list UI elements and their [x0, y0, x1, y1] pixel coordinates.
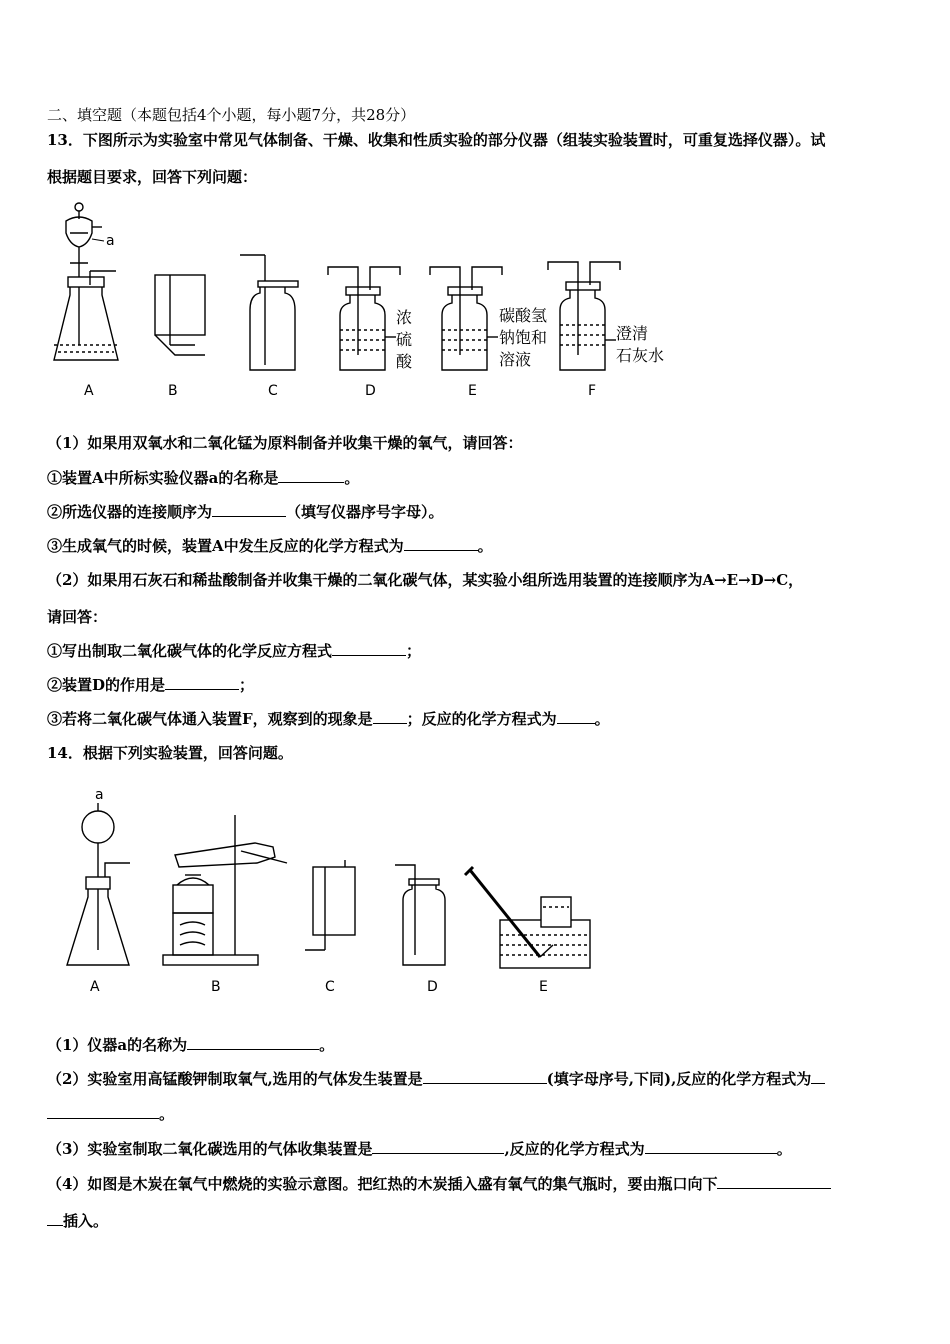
q14-apparatus-c	[305, 860, 355, 950]
answer-blank[interactable]	[811, 1069, 825, 1084]
q13-part1-1: ①装置A中所标实验仪器a的名称是 。	[47, 469, 360, 487]
q14-apparatus-e	[465, 867, 590, 968]
q14-label-a: A	[90, 979, 100, 995]
q14-apparatus-b	[163, 815, 287, 965]
q13-apparatus-a	[54, 203, 118, 360]
q13-label-c: C	[268, 383, 278, 399]
q13-part1: （1）如果用双氧水和二氧化锰为原料制备并收集干燥的氧气，请回答：	[47, 434, 523, 452]
q14-pointer-a: a	[95, 787, 104, 803]
q14-part1: （1）仪器a的名称为 。	[47, 1036, 335, 1054]
q13-part1-2: ②所选仪器的连接顺序为 （填写仪器序号字母）。	[47, 503, 444, 521]
q13-part2-1: ①写出制取二氧化碳气体的化学反应方程式 ；	[47, 642, 422, 660]
q14-part3: （3）实验室制取二氧化碳选用的气体收集装置是 ,反应的化学方程式为 。	[47, 1140, 792, 1158]
q14-apparatus-figure	[55, 785, 615, 1000]
q14-part4: （4）如图是木炭在氧气中燃烧的实验示意图。把红热的木炭插入盛有氧气的集气瓶时，要由瓶口向下	[47, 1173, 831, 1194]
answer-blank[interactable]	[47, 1211, 63, 1226]
q13-part1-3: ③生成氧气的时候，装置A中发生反应的化学方程式为 。	[47, 537, 493, 555]
answer-blank[interactable]	[165, 675, 239, 690]
q13-part2-3: ③若将二氧化碳气体通入装置F，观察到的现象是 ；反应的化学方程式为 。	[47, 710, 610, 728]
q13-pointer-a: a	[106, 233, 115, 249]
q14-part2: （2）实验室用高锰酸钾制取氧气,选用的气体发生装置是 (填字母序号,下同),反应的化学方程式为	[47, 1068, 825, 1089]
q14-label-d: D	[427, 979, 438, 995]
q13-label-d: D	[365, 383, 376, 399]
q13-stem-line1: 13．下图所示为实验室中常见气体制备、干燥、收集和性质实验的部分仪器（组装实验装置时，可重复选择仪器）。试	[47, 131, 826, 149]
q13-apparatus-f	[548, 262, 620, 370]
answer-blank[interactable]	[373, 709, 407, 724]
answer-blank[interactable]	[332, 641, 406, 656]
q13-liquid-e-2: 钠饱和	[499, 328, 548, 347]
q13-apparatus-e	[430, 267, 502, 370]
answer-blank[interactable]	[47, 1104, 159, 1119]
q13-label-f: F	[588, 383, 597, 399]
q14-label-e: E	[539, 979, 548, 995]
q13-label-a: A	[84, 383, 94, 399]
q13-apparatus-figure	[40, 195, 680, 405]
q13-liquid-f-2: 石灰水	[616, 346, 665, 365]
answer-blank[interactable]	[212, 502, 286, 517]
q14-apparatus-a	[67, 803, 130, 965]
q13-liquid-d-3: 酸	[396, 352, 413, 371]
q14-label-c: C	[325, 979, 335, 995]
q13-label-e: E	[468, 383, 477, 399]
answer-blank[interactable]	[423, 1069, 547, 1084]
q13-liquid-e-3: 溶液	[499, 350, 532, 369]
section-title: 二、填空题（本题包括4个小题，每小题7分，共28分）	[47, 106, 416, 124]
q13-liquid-e-1: 碳酸氢	[499, 306, 548, 325]
q14-part4-cont: 插入。	[47, 1210, 108, 1231]
q13-apparatus-c	[240, 255, 298, 370]
q13-apparatus-d	[328, 267, 400, 370]
q13-part2-cont: 请回答：	[47, 608, 108, 626]
answer-blank[interactable]	[557, 709, 595, 724]
q13-liquid-d-1: 浓	[396, 308, 413, 327]
q13-part2-2: ②装置D的作用是 ；	[47, 676, 255, 694]
answer-blank[interactable]	[372, 1139, 504, 1154]
q13-liquid-d-2: 硫	[396, 330, 413, 349]
answer-blank[interactable]	[278, 468, 344, 483]
answer-blank[interactable]	[187, 1035, 319, 1050]
answer-blank[interactable]	[404, 536, 478, 551]
q13-part2: （2）如果用石灰石和稀盐酸制备并收集干燥的二氧化碳气体，某实验小组所选用装置的连接顺序为A→E→D→C，	[47, 571, 804, 589]
answer-blank[interactable]	[717, 1174, 831, 1189]
q14-apparatus-d	[395, 865, 445, 965]
q13-stem-line2: 根据题目要求，回答下列问题：	[47, 168, 258, 186]
q13-apparatus-b	[155, 275, 205, 355]
answer-blank[interactable]	[645, 1139, 777, 1154]
q14-part2-cont: 。	[47, 1103, 174, 1124]
q14-stem: 14．根据下列实验装置，回答问题。	[47, 744, 293, 762]
q13-label-b: B	[168, 383, 178, 399]
q13-liquid-f-1: 澄清	[616, 324, 649, 343]
q14-label-b: B	[211, 979, 221, 995]
